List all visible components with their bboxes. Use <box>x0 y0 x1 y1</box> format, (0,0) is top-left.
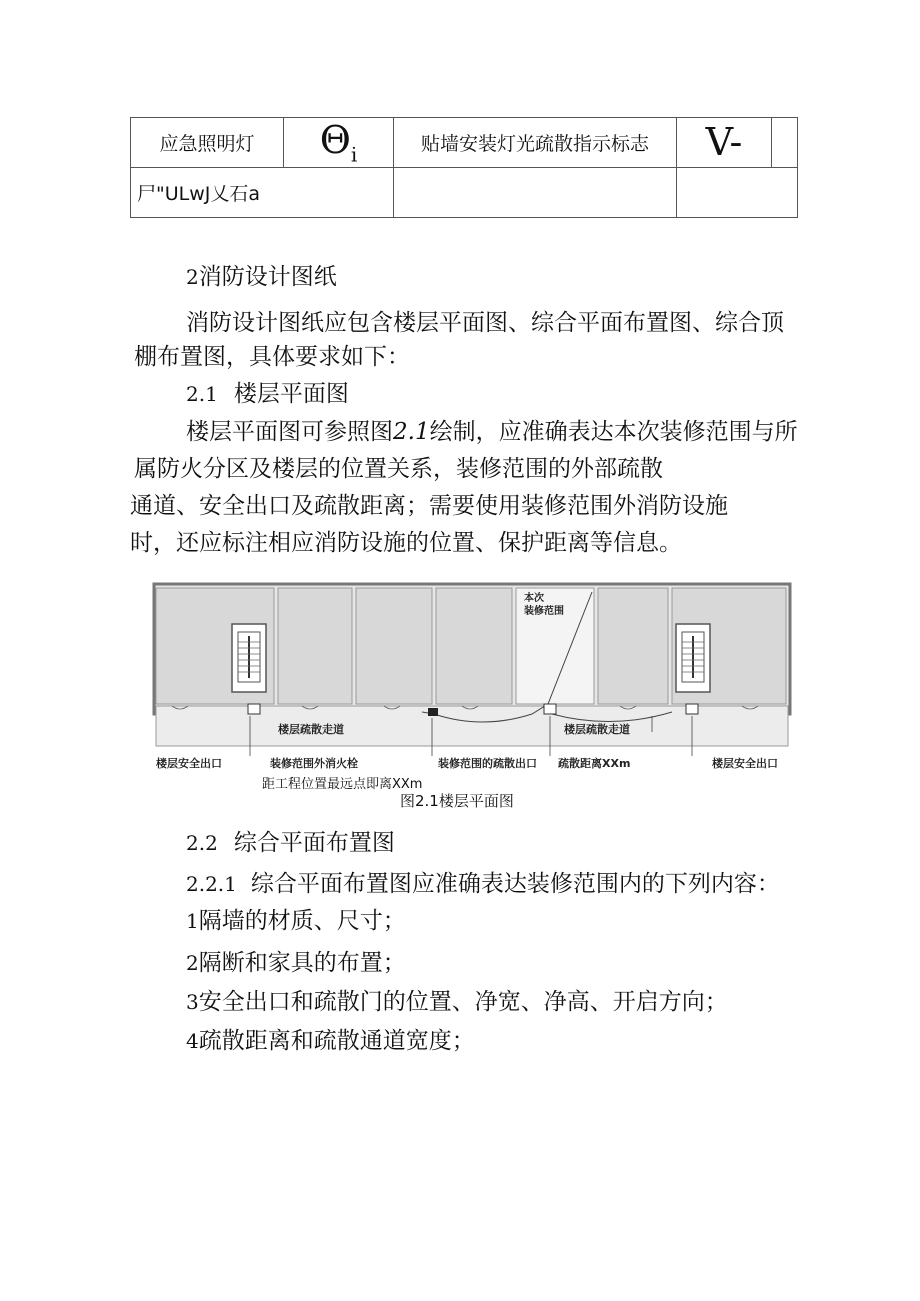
section-heading: 2.1 楼层平面图 <box>186 381 349 407</box>
paragraph-line: 通道、安全出口及疏散距离；需要使用装修范围外消防设施 <box>130 493 728 519</box>
corridor-label: 楼层疏散走道 <box>564 723 630 736</box>
distance-label: 疏散距离XXm <box>558 757 631 770</box>
legend-empty-cell <box>394 167 677 217</box>
corridor-label: 楼层疏散走道 <box>278 723 344 736</box>
scope-label: 本次 <box>524 593 544 604</box>
section-heading: 2.2 综合平面布置图 <box>186 830 395 856</box>
paragraph-line: 消防设计图纸应包含楼层平面图、综合平面布置图、综合顶 <box>186 310 784 336</box>
legend-row <box>131 118 798 168</box>
room <box>436 588 512 704</box>
legend-empty-cell <box>677 167 798 217</box>
legend-label-wall-sign: 贴墙安装灯光疏散指示标志 <box>394 118 677 168</box>
figure-note: 距工程位置最远点即离XXm <box>262 777 423 792</box>
legend-row <box>131 167 798 217</box>
exit-label-left: 楼层安全出口 <box>156 757 222 770</box>
scope-exit-label: 装修范围的疏散出口 <box>438 757 537 770</box>
room <box>278 588 352 704</box>
paragraph-line: 楼层平面图可参照图2.1绘制，应准确表达本次装修范围与所 <box>186 419 798 445</box>
subsection-line: 2.2.1 综合平面布置图应准确表达装修范围内的下列内容： <box>186 871 780 897</box>
room <box>598 588 668 704</box>
list-item: 4疏散距离和疏散通道宽度； <box>186 1028 475 1054</box>
paragraph-line: 属防火分区及楼层的位置关系，装修范围的外部疏散 <box>134 456 663 482</box>
section-heading: 2消防设计图纸 <box>186 264 337 290</box>
legend-empty-cell <box>772 118 798 168</box>
exit-marker <box>686 704 698 714</box>
wall-sign-symbol: V- <box>677 118 772 168</box>
list-item: 2隔断和家具的布置； <box>186 950 406 976</box>
scope-label: 装修范围 <box>524 606 564 617</box>
floor-plan-figure <box>152 580 792 774</box>
paragraph-line: 时，还应标注相应消防设施的位置、保护距离等信息。 <box>130 530 682 556</box>
hydrant-label: 装修范围外消火栓 <box>270 757 358 770</box>
paragraph-line: 棚布置图，具体要求如下： <box>134 344 410 370</box>
legend-label-garbled: 尸"ULwJ乂石a <box>131 167 394 217</box>
room <box>356 588 432 704</box>
exit-label-right: 楼层安全出口 <box>712 757 778 770</box>
list-item: 3安全出口和疏散门的位置、净宽、净高、开启方向； <box>186 989 728 1015</box>
list-item: 1隔墙的材质、尺寸； <box>186 908 406 934</box>
emergency-light-symbol: $\Theta_i$ <box>284 118 394 168</box>
legend-label-emergency-light: 应急照明灯 <box>131 118 284 168</box>
figure-caption: 图2.1楼层平面图 <box>400 792 514 810</box>
fire-hydrant-marker <box>428 708 438 716</box>
legend-table <box>130 117 798 218</box>
exit-marker <box>248 704 260 714</box>
